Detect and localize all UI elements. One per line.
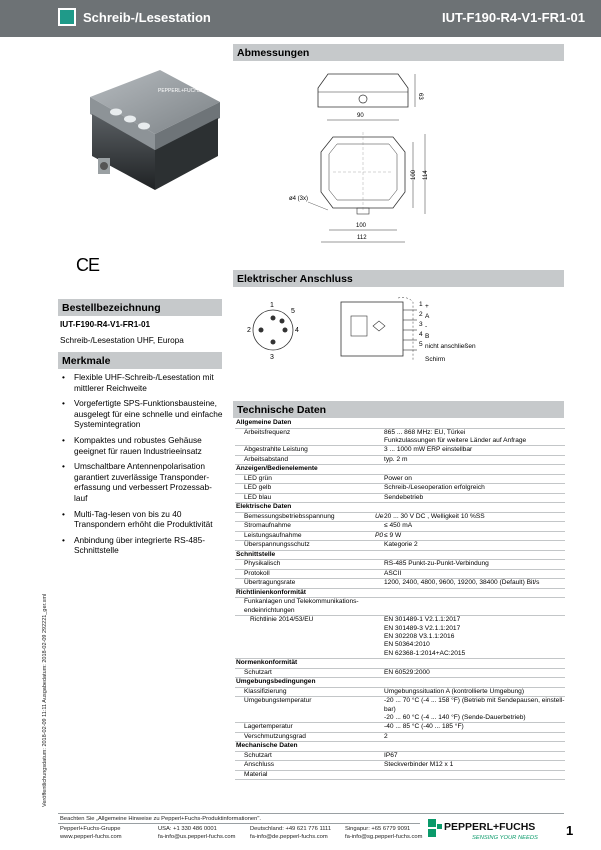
usa-mail[interactable]: fa-info@us.pepperl-fuchs.com: [158, 833, 236, 840]
pin-label: 1: [270, 302, 274, 309]
footer-sg: [345, 826, 422, 841]
feature-item: • Kompaktes und robustes Gehäuse geeignet für rauen Industrieeinsatz: [60, 435, 225, 456]
signal-label: +: [425, 303, 429, 310]
tech-value: 3 ... 1000 mW ERP einstellbar: [384, 446, 473, 454]
tech-value: EN 60529:2000: [384, 668, 430, 676]
tech-group-heading: Mechanische Daten: [235, 742, 565, 752]
tech-value: [381, 598, 565, 615]
tech-row: [235, 669, 565, 679]
tech-key: Richtlinie 2014/53/EU: [250, 616, 314, 624]
tech-key: Verschmutzungsgrad: [244, 732, 306, 740]
tech-value: EN 301489-1 V2.1.1:2017 EN 301489-3 V2.1.1:2017 EN 302208 V3.1.1:2016 EN 50364:2010 EN 62368-1:2014+AC:2015: [384, 616, 466, 657]
footer-company: [60, 826, 122, 841]
de-mail[interactable]: fa-info@de.pepperl-fuchs.com: [250, 833, 328, 840]
page-number: 1: [566, 823, 574, 838]
dim-100-w: 100: [356, 223, 367, 229]
tech-value: 2: [384, 732, 388, 740]
tech-row: [235, 616, 565, 659]
release-date-note: Veröffentlichungsdatum: 2018-02-09 11:11 Ausgabedatum: 2018-02-09 292221_ger.xml: [42, 593, 48, 807]
tech-row: [235, 475, 565, 485]
tech-value: Umgebungssituation A (kontrollierte Umgebung): [384, 687, 525, 695]
company-web[interactable]: www.pepperl-fuchs.com: [60, 833, 122, 840]
tech-key: Klassifizierung: [244, 687, 287, 695]
tech-value: typ. 2 m: [384, 455, 408, 463]
model-title: IUT-F190-R4-V1-FR1-01: [441, 10, 585, 25]
features-list: [60, 372, 225, 561]
tech-row: [235, 484, 565, 494]
tech-symbol: Ue: [375, 512, 384, 520]
tech-row: [235, 541, 565, 551]
tech-key: Stromaufnahme: [244, 522, 291, 530]
tech-row: [235, 761, 565, 771]
company-name: Pepperl+Fuchs-Gruppe: [60, 826, 121, 832]
section-order-designation: Bestellbezeichnung: [58, 299, 222, 316]
pin-label: 3: [270, 354, 274, 361]
header-square-icon: [58, 8, 76, 26]
technical-data-table: [235, 419, 565, 780]
tech-row: [235, 598, 565, 616]
tech-value: ASCII: [384, 569, 402, 577]
tech-key: Anschluss: [244, 761, 275, 769]
logo-tagline: SENSING YOUR NEEDS: [472, 835, 538, 841]
tech-row: [235, 446, 565, 456]
tech-row: [235, 522, 565, 532]
tech-key: Leistungsaufnahme: [244, 531, 302, 539]
order-description: Schreib-/Lesestation UHF, Europa: [60, 336, 184, 345]
svg-text:PEPPERL+FUCHS: PEPPERL+FUCHS: [158, 88, 202, 94]
tech-key: Funkanlagen und Telekommunikations- endeinrichtungen: [244, 598, 359, 614]
dim-90: 90: [357, 113, 364, 119]
feature-item: • Anbindung über integrierte RS-485-Schnittstelle: [60, 535, 225, 556]
section-technical-data: Technische Daten: [233, 401, 564, 418]
tech-row: [235, 570, 565, 580]
tech-value: Steckverbinder M12 x 1: [384, 761, 454, 769]
tech-value: 1200, 2400, 4800, 9600, 19200, 38400 (Default) Bit/s: [384, 579, 540, 587]
tech-group-heading: Anzeigen/Bedienelemente: [235, 465, 565, 475]
pin-label: 5: [291, 308, 295, 315]
dim-114: 114: [423, 170, 429, 180]
tech-key: Protokoll: [244, 569, 270, 577]
pin-label: 4: [295, 327, 299, 334]
tech-key: Lagertemperatur: [244, 723, 293, 731]
tech-key: Umgebungstemperatur: [244, 697, 312, 705]
tech-value: 20 ... 30 V DC , Welligkeit 10 %SS: [384, 512, 485, 520]
tech-group-heading: Allgemeine Daten: [235, 419, 565, 429]
usa-phone: USA: +1 330 486 0001: [158, 826, 217, 832]
tech-row: [235, 723, 565, 733]
tech-key: Schutzart: [244, 668, 272, 676]
sg-phone: Singapur: +65 6779 9091: [345, 826, 411, 832]
tech-symbol: P0: [375, 531, 384, 539]
tech-value: Kategorie 2: [384, 541, 418, 549]
tech-key: Überspannungsschutz: [244, 541, 310, 549]
tech-key: LED grün: [244, 474, 272, 482]
dim-63: 63: [417, 93, 423, 100]
feature-item: • Vorgefertigte SPS-Funktionsbausteine, ausgelegt für eine schnelle und einfache Systemintegration: [60, 398, 225, 430]
page-header: [0, 0, 601, 37]
company-logo: [428, 817, 548, 848]
signal-label: -: [425, 323, 428, 330]
tech-row: [235, 752, 565, 762]
tech-group-heading: Normenkonformität: [235, 659, 565, 669]
feature-item: • Multi-Tag-lesen von bis zu 40 Transpondern erhöht die Produktivität: [60, 509, 225, 530]
tech-row: [235, 513, 565, 523]
tech-key: Schutzart: [244, 751, 272, 759]
tech-key: Arbeitsfrequenz: [244, 428, 291, 436]
tech-key: Material: [244, 770, 268, 778]
signal-label: B: [425, 333, 430, 340]
tech-key: Physikalisch: [244, 560, 281, 568]
dim-112: 112: [357, 235, 367, 241]
tech-key: Bemessungsbetriebsspannung: [244, 512, 335, 520]
tech-key: Übertragungsrate: [244, 579, 296, 587]
pin-num: 2: [419, 311, 423, 318]
pin-num: 3: [419, 321, 423, 328]
tech-group-heading: Richtlinienkonformität: [235, 589, 565, 599]
tech-row: [235, 771, 565, 781]
tech-value: -40 ... 85 °C (-40 ... 185 °F): [384, 723, 464, 731]
pin-label: 2: [247, 327, 251, 334]
sg-mail[interactable]: fa-info@sg.pepperl-fuchs.com: [345, 833, 423, 840]
product-photo: [60, 52, 230, 212]
dim-100-h: 100: [411, 169, 417, 180]
tech-row: [235, 494, 565, 504]
footer-usa: [158, 826, 235, 841]
signal-label: A: [425, 313, 430, 320]
tech-value: Schreib-/Leseoperation erfolgreich: [384, 484, 485, 492]
dimension-drawing: [233, 62, 564, 257]
footer-divider: [58, 823, 420, 824]
signal-label: nicht anschließen: [425, 343, 476, 350]
tech-row: [235, 429, 565, 447]
footer-note: Beachten Sie „Allgemeine Hinweise zu Pepperl+Fuchs-Produktinformationen".: [60, 816, 262, 822]
pin-num: 4: [419, 331, 423, 338]
section-dimensions: Abmessungen: [233, 44, 564, 61]
page-title: Schreib-/Lesestation: [83, 10, 211, 25]
tech-group-heading: Schnittstelle: [235, 551, 565, 561]
section-electrical-connection: Elektrischer Anschluss: [233, 270, 564, 287]
tech-value: -20 ... 70 °C (-4 ... 158 °F) (Betrieb mit Sendepausen, einstell- bar) -20 ... 60 °C (-4 ... 140 °F) (Sende-Dauerbetrieb): [384, 697, 565, 721]
ce-mark: CE: [76, 255, 100, 275]
tech-value: ≤ 450 mA: [384, 522, 413, 530]
tech-key: LED gelb: [244, 484, 272, 492]
wiring-diagram: [233, 290, 564, 370]
tech-group-heading: Umgebungsbedingungen: [235, 678, 565, 688]
logo-name: PEPPERL+FUCHS: [444, 821, 536, 833]
tech-key: Abgestrahlte Leistung: [244, 446, 308, 454]
tech-row: [235, 456, 565, 466]
footer-divider: [58, 813, 564, 814]
tech-value: [381, 771, 565, 780]
section-features: Merkmale: [58, 352, 222, 369]
tech-key: Arbeitsabstand: [244, 455, 288, 463]
tech-value: ≤ 9 W: [384, 531, 402, 539]
order-model: IUT-F190-R4-V1-FR1-01: [60, 320, 151, 329]
tech-row: [235, 697, 565, 723]
tech-row: [235, 560, 565, 570]
tech-row: [235, 733, 565, 743]
shield-label: Schirm: [425, 356, 446, 363]
pin-num: 1: [419, 301, 423, 308]
feature-item: • Flexible UHF-Schreib-/Lesestation mit mittlerer Reichweite: [60, 372, 225, 393]
de-phone: Deutschland: +49 621 776 1111: [250, 826, 332, 832]
tech-value: Power on: [384, 474, 412, 482]
tech-value: RS-485 Punkt-zu-Punkt-Verbindung: [384, 560, 489, 568]
tech-value: IP67: [384, 751, 398, 759]
tech-row: [235, 532, 565, 542]
tech-row: [235, 688, 565, 698]
footer-de: [250, 826, 331, 841]
tech-row: [235, 579, 565, 589]
feature-item: • Umschaltbare Antennenpolarisation garantiert zuverlässige Transponder-erfassung und verbessert Prozessab-lauf: [60, 461, 225, 503]
tech-key: LED blau: [244, 493, 272, 501]
dim-hole: ø4 (3x): [289, 196, 309, 202]
tech-value: 865 ... 868 MHz: EU, Türkei Funkzulassungen für weitere Länder auf Anfrage: [384, 428, 527, 444]
tech-group-heading: Elektrische Daten: [235, 503, 565, 513]
pin-num: 5: [419, 341, 423, 348]
tech-value: Sendebetrieb: [384, 493, 424, 501]
